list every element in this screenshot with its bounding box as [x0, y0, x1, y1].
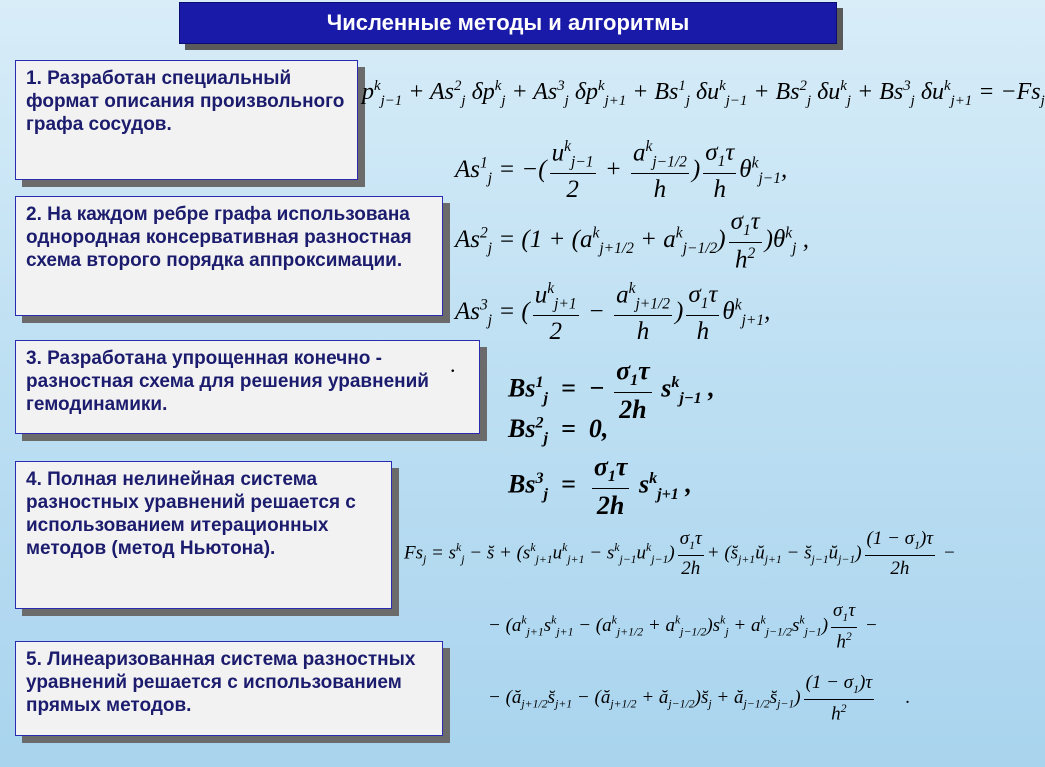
point-1-box: 1. Разработан специальный формат описания произвольного графа сосудов.: [15, 60, 358, 180]
slide-title: Численные методы и алгоритмы: [179, 2, 837, 44]
equation-fs-line3: − ($ă_{j+1/2}s̆_{j+1}$ − ($ă_{j+1/2}$ + $ă_{j-1/2})s̆_j$ + $ă_{j-1/2}s̆_{j-1}$) $\frac{(1 - \sigma_1)\tau}{h^2}$ .: [488, 672, 911, 725]
equation-bs2: $Bs^2_j = 0$,: [508, 414, 609, 448]
point-5-box: 5. Линеаризованная система разностных уравнений решается с использованием прямых методов.: [15, 641, 443, 736]
equation-main: $p^k_{j-1} + As^2_j$ $\delta p^k_j + As^3_j$ $\delta p^k_{j+1} + Bs^1_j$ $\delta u^k_{j-1} + Bs^2_j$ $\delta u^k_j + Bs^3_j$ $\delta u^k_{j+1} = -Fs_j$: [362, 78, 1045, 109]
equation-fs-line2: − $(a^k_{j+1}s^k_{j+1} - (a^k_{j+1/2} + a^k_{j-1/2})s^k_j + a^k_{j-1/2}s^k_{j-1})$ $\frac{\sigma_1\tau}{h^2}$ −: [488, 600, 878, 653]
equation-fs-line1: $Fs_j = s^k_j$ − s̆ + $(s^k_{j+1}u^k_{j+1} - s^k_{j-1}u^k_{j-1})$ $\frac{\sigma_1\tau}{2h}$ + ($s̆_{j+1}ŭ_{j+1}$ − $s̆_{j-1}ŭ_{j-1}$) $\frac{(1 - \sigma_1)\tau}{2h}$ −: [404, 528, 956, 579]
equation-as3: $As^3_j$ = ( $\frac{u^k_{j+1}}{2}$ − $\frac{a^k_{j+1/2}}{h}$ ) $\frac{\sigma_1\tau}{h}$ $\theta^k_{j+1}$,: [455, 280, 771, 346]
stray-dot: .: [450, 352, 456, 377]
point-4-box: 4. Полная нелинейная система разностных уравнений решается с использованием итерационных методов (метод Ньютона).: [15, 461, 392, 609]
point-3-box: 3. Разработана упрощенная конечно - разностная схема для решения уравнений гемодинамики.: [15, 340, 480, 434]
equation-bs1: $Bs^1_j$ = − $\frac{\sigma_1\tau}{2h}$ $s^k_{j-1}$ ,: [508, 356, 715, 425]
equation-as1: $As^1_j$ = −( $\frac{u^k_{j-1}}{2}$ + $\frac{a^k_{j-1/2}}{h}$ ) $\frac{\sigma_1\tau}{h}$ $\theta^k_{j-1}$,: [455, 138, 788, 204]
equation-bs3: $Bs^3_j$ = $\frac{\sigma_1\tau}{2h}$ $s^k_{j+1}$ ,: [508, 452, 692, 521]
equation-as2: $As^2_j = (1 + (a^k_{j+1/2} + a^k_{j-1/2})$ $\frac{\sigma_1\tau}{h^2}$ )$\theta^k_j$ ,: [455, 208, 809, 274]
point-2-box: 2. На каждом ребре графа использована однородная консервативная разностная схема второго порядка аппроксимации.: [15, 196, 443, 316]
